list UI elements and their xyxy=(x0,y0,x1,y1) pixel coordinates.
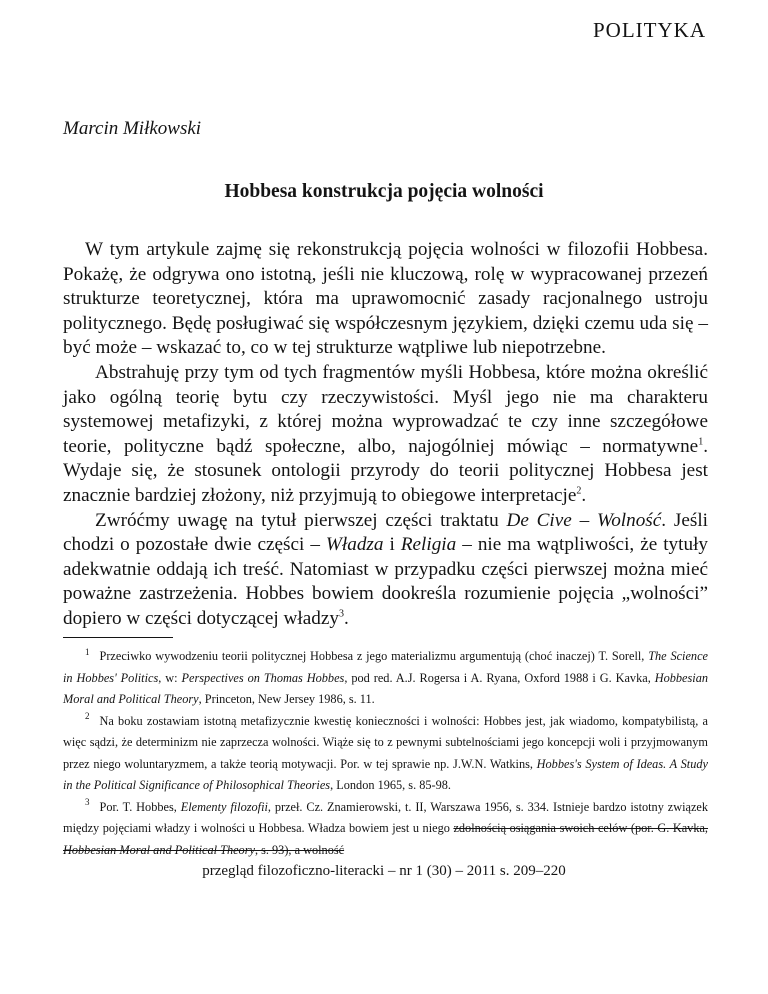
footnote-text: , pod red. A.J. Rogersa i A. Ryana, Oxford 1988 i G. Kavka, xyxy=(344,670,655,685)
paragraph-3-conj: i xyxy=(383,534,401,556)
struck-citation-title: Hobbesian Moral and Political Theory xyxy=(63,842,255,857)
paragraph-2 xyxy=(63,361,708,509)
footnote-text: , przeł. Cz. Znamierowski, t. II, Warszawa 1956, s. 334. Istnieje bardzo istotny związek między pojęciami władzy i wolności u Hobbesa. Władza bowiem jest u niego xyxy=(63,799,709,835)
citation-title: Hobbes's System of Ideas. A Study in the Political Significance of Philosophical Theories xyxy=(63,756,708,792)
footnote-text: , Princeton, New Jersey 1986, s. 11. xyxy=(198,692,375,706)
paragraph-3-text-a: Zwróćmy uwagę na tytuł pierwszej części traktatu xyxy=(95,509,507,531)
footnote-separator xyxy=(63,637,173,638)
citation-title: Hobbesian Moral and Political Theory xyxy=(63,670,709,706)
footnote-3 xyxy=(63,797,708,862)
work-title-de-cive: De Cive xyxy=(506,509,572,531)
footnote-text: Na boku zostawiam istotną metafizycznie kwestię konieczności i wolności: Hobbes jest, jak wiadomo, kompatybilistą, a więc sądzi, że determinizm nie zaprzecza wolności. Wiąże się to z pewnymi subtelnościami jego koncepcji woli i przyjmowanym przez niego woluntaryzmem, a także teorią motywacji. Por. w tej sprawie np. J.W.N. Watkins, xyxy=(63,713,708,771)
paragraph-2-text-c: . xyxy=(581,484,587,506)
footnote-number: 1 xyxy=(85,646,90,657)
article-body xyxy=(63,238,708,632)
footnote-text: Por. T. Hobbes, xyxy=(99,799,181,814)
footnote-1 xyxy=(63,646,708,711)
footnote-ref-3[interactable]: 3 xyxy=(338,608,344,620)
footnote-text: , London 1965, s. 85-98. xyxy=(330,778,452,792)
paragraph-3 xyxy=(63,509,708,632)
part-title-religia: Religia xyxy=(400,534,457,556)
footnote-ref-2[interactable]: 2 xyxy=(576,485,582,497)
footnote-2 xyxy=(63,711,708,797)
paragraph-3-text-d: . xyxy=(343,607,349,629)
paragraph-3-dash: – xyxy=(571,509,597,531)
citation-title: The Science in Hobbes' Politics xyxy=(63,649,708,685)
part-title-wolnosc: Wolność xyxy=(596,509,662,531)
footnote-text: Przeciwko wywodzeniu teorii politycznej Hobbesa z jego materializmu argumentują (choć inaczej) T. Sorell, xyxy=(99,649,649,663)
journal-footer: przegląd filozoficzno-literacki – nr 1 (30) – 2011 s. 209–220 xyxy=(202,863,566,879)
paragraph-3-text-b: . Jeśli chodzi o pozostałe dwie części – xyxy=(63,509,708,556)
footnote-text: , w: xyxy=(158,670,182,685)
part-title-wladza: Władza xyxy=(325,534,384,556)
paragraph-2-text-b: . Wydaje się, że stosunek ontologii przyrody do teorii politycznej Hobbesa jest znacznie bardziej złożony, niż przyjmują to obiegowe interpretacje xyxy=(63,435,708,506)
paragraph-3-text-c: – nie ma wątpliwości, że tytuły adekwatnie oddają ich treść. Natomiast w przypadku części pierwszej można mieć poważne zastrzeżenia. Hobbes bowiem dookreśla rozumienie pojęcia „wolności” dopiero w części dotyczącej władzy xyxy=(63,534,708,629)
footnotes xyxy=(63,646,708,861)
citation-title: Perspectives on Thomas Hobbes xyxy=(181,670,345,685)
struck-text: zdolnością osiągania swoich celów (por. G. Kavka, xyxy=(453,821,709,835)
footnote-number: 3 xyxy=(85,797,90,808)
article-title: Hobbesa konstrukcja pojęcia wolności xyxy=(224,181,544,202)
citation-title: Elementy filozofii xyxy=(180,799,268,814)
paragraph-1: W tym artykule zajmę się rekonstrukcją pojęcia wolności w filozofii Hobbesa. Pokażę, że odgrywa ono istotną, jeśli nie kluczową, rolę w wypracowanej przezeń strukturze teoretycznej, która ma uprawomocnić zasady racjonalnego ustroju politycznego. Będę posługiwać się współczesnym językiem, dzięki czemu uda się – być może – wskazać to, co w tej strukturze wątpliwe lub niepotrzebne. xyxy=(63,239,708,359)
paragraph-2-text-a: Abstrahuję przy tym od tych fragmentów myśli Hobbesa, które można określić jako ogólną teorię bytu czy rzeczywistości. Myśl jego nie ma charakteru systemowej metafizyki, z której można wyprowadzać te czy inne szczegółowe teorie, polityczne bądź społeczne, albo, najogólniej mówiąc – normatywne xyxy=(63,361,708,457)
article-author: Marcin Miłkowski xyxy=(63,118,202,139)
section-header: POLITYKA xyxy=(593,18,706,42)
footnote-ref-1[interactable]: 1 xyxy=(698,436,704,448)
struck-text: , s. 93), a wolność xyxy=(254,842,345,857)
footnote-number: 2 xyxy=(85,711,90,722)
